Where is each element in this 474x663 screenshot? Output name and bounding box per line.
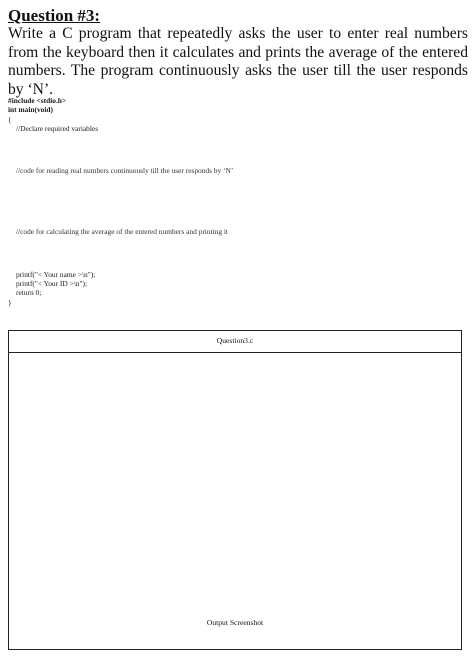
code-close-brace: } <box>8 298 12 307</box>
answer-box <box>8 330 462 650</box>
code-comment-declare: //Declare required variables <box>16 124 99 133</box>
question-heading: Question #3: <box>8 6 101 25</box>
code-comment-average: //code for calculating the average of the entered numbers and printing it <box>16 227 228 236</box>
output-screenshot-label: Output Screenshot <box>206 618 264 627</box>
answer-box-title: Question3.c <box>216 336 254 345</box>
code-return-statement: return 0; <box>16 288 42 297</box>
code-include-line: #include <stdio.h> <box>8 96 67 105</box>
question-prompt: Write a C program that repeatedly asks the user to enter real numbers from the keyboard then it calculates and prints the average of the entered numbers. The program continuously asks the user till the user responds by ‘N’. <box>8 25 468 98</box>
code-comment-reading: //code for reading real numbers continuously till the user responds by ‘N’ <box>16 166 234 175</box>
code-open-brace: { <box>8 115 12 124</box>
answer-box-header <box>9 331 461 353</box>
code-printf-id: printf("< Your ID >\n"); <box>16 279 88 288</box>
code-main-signature: int main(void) <box>8 105 53 114</box>
code-printf-name: printf("< Your name >\n"); <box>16 270 96 279</box>
